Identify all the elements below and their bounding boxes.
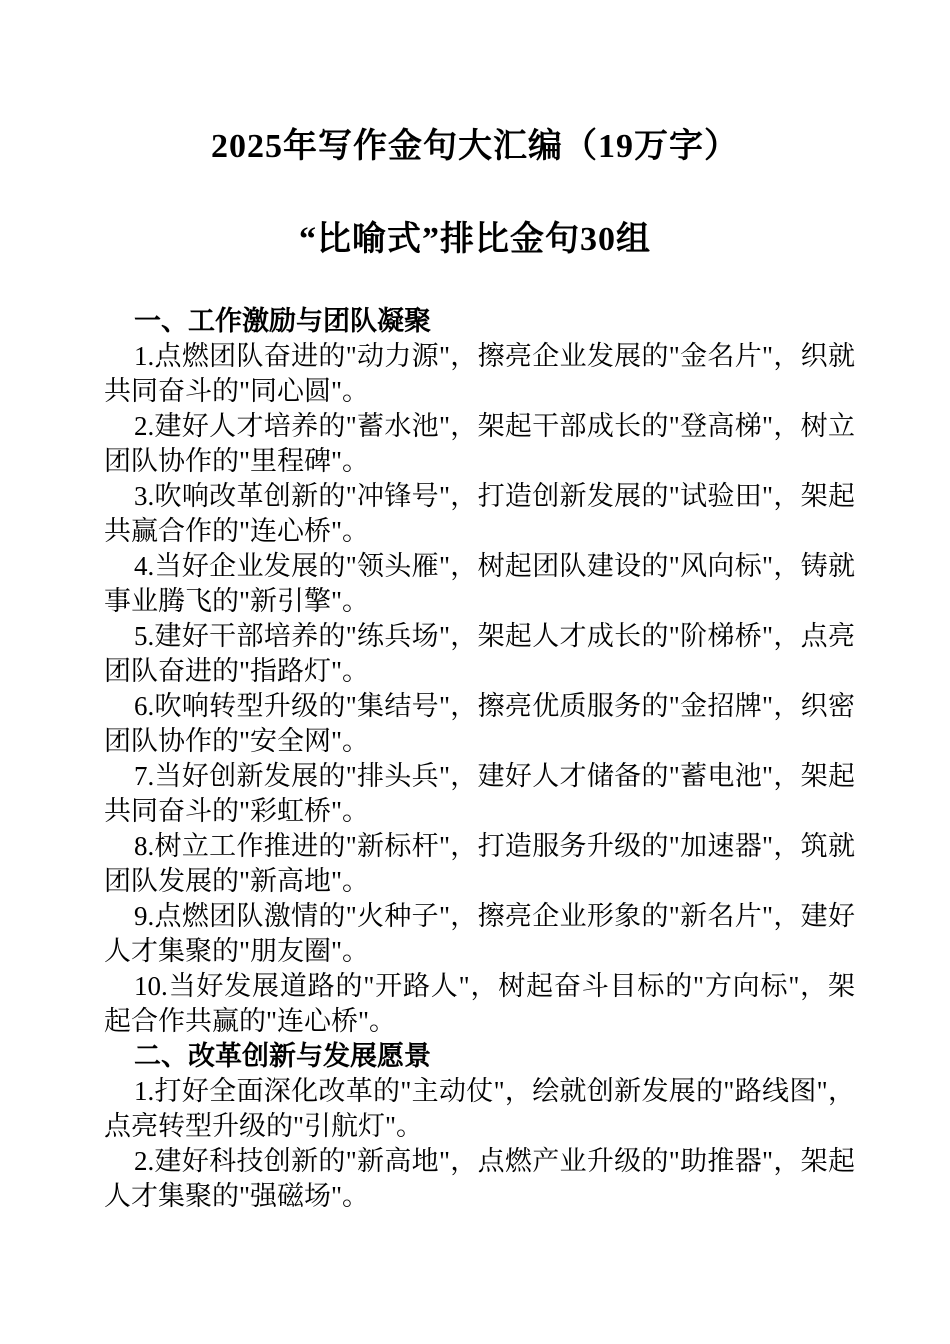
section-1-item-5: 5.建好干部培养的"练兵场"，架起人才成长的"阶梯桥"，点亮团队奋进的"指路灯"。 [104, 621, 855, 686]
section-1-item-1: 1.点燃团队奋进的"动力源"，擦亮企业发展的"金名片"，织就共同奋斗的"同心圆"。 [104, 341, 855, 406]
section-1-heading: 一、工作激励与团队凝聚 [134, 306, 431, 336]
section-1-item-7: 7.当好创新发展的"排头兵"，建好人才储备的"蓄电池"，架起共同奋斗的"彩虹桥"。 [104, 761, 855, 826]
section-1-item-9: 9.点燃团队激情的"火种子"，擦亮企业形象的"新名片"，建好人才集聚的"朋友圈"。 [104, 901, 855, 966]
section-1-item-6: 6.吹响转型升级的"集结号"，擦亮优质服务的"金招牌"，织密团队协作的"安全网"。 [104, 691, 855, 756]
section-1-item-4: 4.当好企业发展的"领头雁"，树起团队建设的"风向标"，铸就事业腾飞的"新引擎"。 [104, 551, 855, 616]
document-subtitle: “比喻式”排比金句30组 [299, 221, 651, 258]
section-2-heading: 二、改革创新与发展愿景 [134, 1041, 431, 1071]
section-1-item-8: 8.树立工作推进的"新标杆"，打造服务升级的"加速器"，筑就团队发展的"新高地"。 [104, 831, 855, 896]
section-1-item-3: 3.吹响改革创新的"冲锋号"，打造创新发展的"试验田"，架起共赢合作的"连心桥"。 [104, 481, 855, 546]
document-body [104, 304, 855, 1214]
section-2-item-1: 1.打好全面深化改革的"主动仗"，绘就创新发展的"路线图"，点亮转型升级的"引航灯"。 [104, 1076, 855, 1141]
document-title: 2025年写作金句大汇编（19万字） [211, 128, 739, 165]
section-1-item-10: 10.当好发展道路的"开路人"，树起奋斗目标的"方向标"，架起合作共赢的"连心桥"。 [104, 971, 855, 1036]
section-1-item-2: 2.建好人才培养的"蓄水池"，架起干部成长的"登高梯"，树立团队协作的"里程碑"。 [104, 411, 855, 476]
section-2-item-2: 2.建好科技创新的"新高地"，点燃产业升级的"助推器"，架起人才集聚的"强磁场"。 [104, 1146, 855, 1211]
